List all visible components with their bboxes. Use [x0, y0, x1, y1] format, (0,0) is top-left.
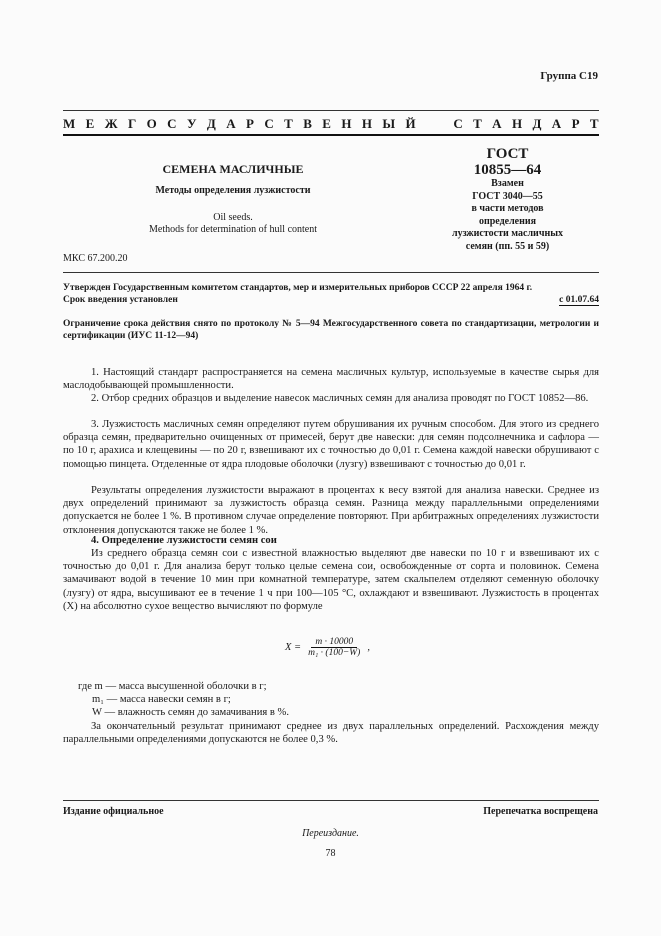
banner-letter: Д	[532, 116, 542, 131]
reprint-prohibited: Перепечатка воспрещена	[483, 806, 598, 817]
banner-letter: Е	[85, 116, 95, 131]
subtitle-ru: Методы определения лузжистости	[155, 185, 311, 196]
top-rule	[63, 110, 599, 111]
subtitle-en: Methods for determination of hull content	[148, 224, 318, 235]
banner-letter: О	[146, 116, 157, 131]
paragraph-4: Результаты определения лузжистости выражают в процентах к весу взятой для анализа навески. Среднее из двух определений принимают за лузжистость образца семян. Разница между параллельными определениями допускается не более 1 %. В противном случае определение повторяют. При арбитражных определениях лузжистости отклонения допускаются также не более 1 %.	[63, 485, 599, 536]
banner-letter: Ы	[382, 116, 396, 131]
banner-letter: Т	[473, 116, 482, 131]
reissue-note: Переиздание.	[302, 828, 359, 839]
banner-letter	[426, 116, 429, 132]
interstate-standard-banner	[63, 116, 599, 132]
header-rule	[63, 272, 599, 273]
gost-number: 10855—64	[473, 162, 542, 178]
gost-label: ГОСТ	[486, 146, 529, 162]
banner-letter: Г	[127, 116, 137, 131]
paragraph-5: Из среднего образца семян сои с известной влажностью выделяют две навески по 10 г и взвешивают их с точностью до 0,01 г. Для анализа берут только целые семена сои, освобожденные от сорта и половинок. Семена замачивают водой в течение 10 мин при комнатной температуре, затем скальпелем отделяют семенную оболочку (лузгу) от ядра, высушивают ее в течение 1 ч при 100—105 °С, охлаждают и взвешивают. Лузжистость в процентах (X) на абсолютно сухое вещество вычисляют по формуле	[63, 548, 599, 612]
formula-fraction	[304, 637, 364, 658]
group-code: Группа С19	[540, 70, 598, 82]
paragraph-3: 3. Лузжистость масличных семян определяют путем обрушивания их ручным способом. Для этого из среднего образца семян, предварительно очищенных от примесей, берут две навески: для семян подсолнечника и сафлора — по 10 г, арахиса и клещевины — по 20 г, взвешивают их с точностью до 0,01 г. Семена каждой навески обрушивают с помощью пинцета. Отделенные от ядра плодовые оболочки (лузгу) взвешивают с точностью до 0,01 г.	[63, 419, 599, 470]
where-w: W — влажность семян до замачивания в %.	[92, 707, 290, 718]
intro-label: Срок введения установлен	[63, 295, 178, 305]
formula-numerator: m · 10000	[311, 637, 357, 648]
intro-line	[63, 295, 599, 306]
banner-letter: С	[167, 116, 177, 131]
banner-letter: Н	[361, 116, 372, 131]
banner-letter: А	[226, 116, 236, 131]
title-en: Oil seeds.	[213, 212, 253, 223]
formula-lhs: X =	[285, 642, 302, 653]
banner-letter: Ж	[104, 116, 118, 131]
banner-letter: У	[186, 116, 197, 131]
restriction-note: Ограничение срока действия снято по протоколу № 5—94 Межгосударственного совета по стандартизации, метрологии и сертификации (ИУС 11-12—94)	[63, 319, 599, 341]
where-m1: m₁ — масса навески семян в г;	[92, 694, 231, 705]
title-ru: СЕМЕНА МАСЛИЧНЫЕ	[162, 162, 304, 176]
approved-line: Утвержден Государственным комитетом стандартов, мер и измерительных приборов СССР 22 апреля 1964 г.	[63, 283, 533, 293]
banner-letter: Р	[246, 116, 254, 131]
page-number: 78	[325, 848, 336, 859]
paragraph-2: 2. Отбор средних образцов и выделение навесок масличных семян для анализа проводят по ГОСТ 10852—86.	[91, 393, 589, 404]
official-edition: Издание официальное	[63, 806, 164, 817]
banner-letter: Й	[405, 116, 416, 131]
intro-date: с 01.07.64	[559, 295, 599, 305]
banner-letter: А	[492, 116, 502, 131]
banner-rule	[63, 134, 599, 136]
mks-code: МКС 67.200.20	[63, 253, 128, 264]
where-m: где m — масса высушенной оболочки в г;	[78, 681, 267, 692]
paragraph-6: За окончательный результат принимают среднее из двух параллельных определений. Расхождения между параллельными определениями допускаются не более 0,3 %.	[63, 721, 599, 746]
banner-letter	[440, 116, 443, 132]
banner-letter: В	[303, 116, 312, 131]
formula-tail: ,	[367, 642, 370, 653]
banner-letter: Н	[511, 116, 523, 131]
banner-letter: Р	[571, 116, 580, 131]
hull-formula	[285, 637, 370, 658]
banner-letter: М	[63, 116, 76, 131]
banner-letter: Д	[206, 116, 216, 131]
banner-letter: С	[264, 116, 274, 131]
paragraph-1: 1. Настоящий стандарт распространяется на семена масличных культур, используемые в качестве сырья для маслодобывающей промышленности.	[63, 367, 599, 392]
banner-letter: С	[453, 116, 463, 131]
formula-denominator: m₁ · (100−W)	[308, 648, 361, 658]
footer-rule	[63, 800, 599, 801]
banner-letter: Т	[284, 116, 293, 131]
section-4-heading: 4. Определение лузжистости семян сои	[91, 535, 277, 546]
banner-letter: Е	[322, 116, 331, 131]
banner-letter: А	[551, 116, 562, 131]
banner-letter: Н	[341, 116, 352, 131]
banner-letter: Т	[589, 116, 599, 131]
replaces-note: Взамен ГОСТ 3040—55 в части методов определения лузжистости масличных семян (пп. 55 и 59)	[451, 178, 564, 252]
